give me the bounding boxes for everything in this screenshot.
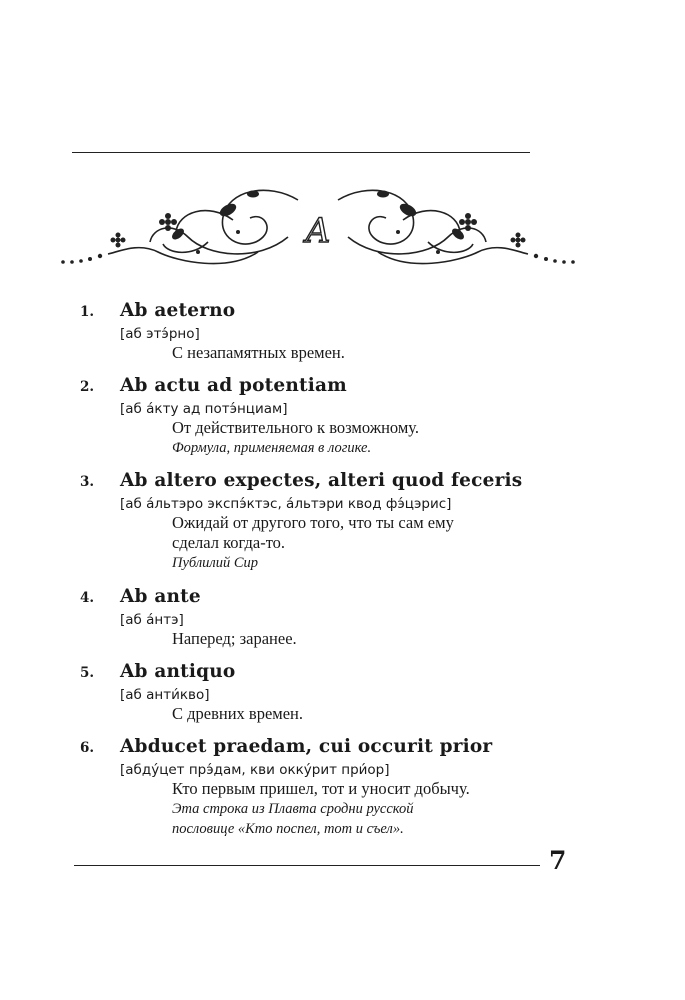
entry-pronunciation: [аб а́кту ад потэ́нциам] bbox=[120, 401, 288, 417]
entry-pronunciation: [аб а́льтэро экспэ́ктэс, а́льтэри квод фэ́цэрис] bbox=[120, 496, 452, 512]
entry-note: Публилий Сир bbox=[172, 555, 259, 571]
entry-pronunciation: [аб а́нтэ] bbox=[120, 612, 184, 628]
floral-ornament-icon bbox=[58, 182, 578, 272]
entry-number: 4. bbox=[80, 590, 95, 606]
entry-title: Ab altero expectes, alteri quod feceris bbox=[120, 470, 523, 491]
entry-pronunciation: [абду́цет прэ́дам, кви окку́рит при́ор] bbox=[120, 762, 390, 778]
entry-translation: Кто первым пришел, тот и уносит добычу. bbox=[172, 779, 470, 798]
entry-number: 2. bbox=[80, 379, 95, 395]
entry-title: Abducet praedam, cui occurit prior bbox=[120, 736, 493, 757]
entry-number: 3. bbox=[80, 474, 95, 490]
entry-translation: Наперед; заранее. bbox=[172, 629, 297, 648]
entry-number: 6. bbox=[80, 740, 95, 756]
entry-pronunciation: [аб этэ́рно] bbox=[120, 326, 200, 342]
entry-translation: сделал когда-то. bbox=[172, 533, 286, 552]
entry-translation: Ожидай от другого того, что ты сам ему bbox=[172, 513, 454, 532]
top-rule bbox=[72, 152, 530, 153]
entry-note: Формула, применяемая в логике. bbox=[172, 440, 372, 456]
entry-number: 1. bbox=[80, 304, 95, 320]
entry-translation: С незапамятных времен. bbox=[172, 343, 345, 362]
entry-number: 5. bbox=[80, 665, 95, 681]
bottom-rule bbox=[74, 865, 540, 866]
entry-title: Ab ante bbox=[120, 586, 201, 607]
entry-note: Эта строка из Плавта сродни русской bbox=[172, 801, 414, 817]
entry-translation: От действительного к возможному. bbox=[172, 418, 420, 437]
section-letter: A bbox=[305, 211, 331, 251]
entry-title: Ab antiquo bbox=[120, 661, 236, 682]
page-number: 7 bbox=[549, 846, 567, 875]
entry-translation: С древних времен. bbox=[172, 704, 304, 723]
entry-pronunciation: [аб анти́кво] bbox=[120, 687, 210, 703]
entry-title: Ab actu ad potentiam bbox=[120, 375, 347, 396]
entry-note: пословице «Кто поспел, тот и съел». bbox=[172, 821, 404, 837]
entry-title: Ab aeterno bbox=[120, 300, 236, 321]
